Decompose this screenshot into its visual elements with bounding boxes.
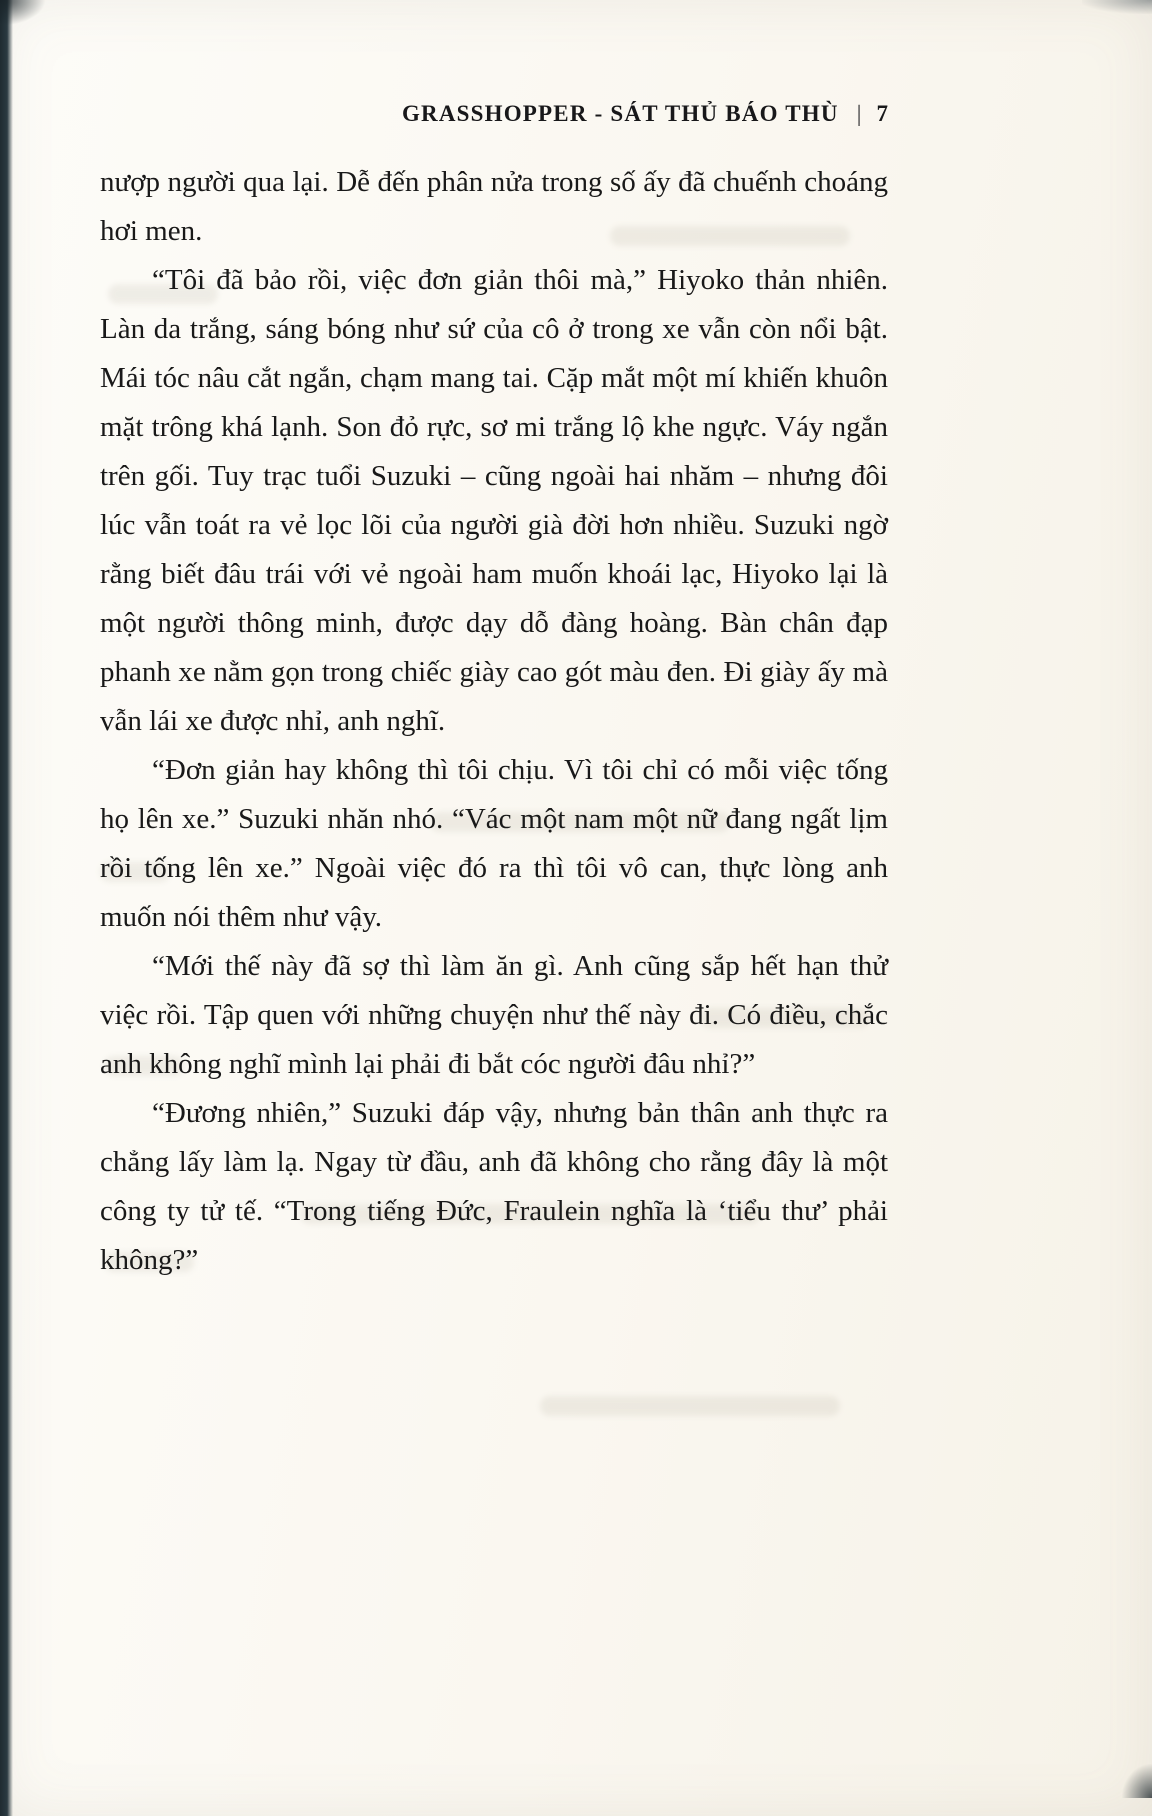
scan-corner-top-right bbox=[1082, 0, 1152, 14]
header-separator: | bbox=[856, 101, 863, 126]
paragraph: “Mới thế này đã sợ thì làm ăn gì. Anh cũng sắp hết hạn thử việc rồi. Tập quen với những chuyện như thế này đi. Có điều, chắc anh không nghĩ mình lại phải đi bắt cóc người đâu nhỉ?” bbox=[100, 950, 888, 1080]
page-header bbox=[100, 101, 888, 127]
scan-corner-top-left bbox=[0, 0, 46, 26]
scan-corner-bottom-right bbox=[1122, 1764, 1152, 1798]
page-number: 7 bbox=[876, 101, 888, 126]
bleed-through-mark bbox=[540, 1396, 840, 1416]
scan-edge-left bbox=[0, 0, 13, 1816]
paragraph: “Tôi đã bảo rồi, việc đơn giản thôi mà,” Hiyoko thản nhiên. Làn da trắng, sáng bóng như sứ của cô ở trong xe vẫn còn nổi bật. Mái tóc nâu cắt ngắn, chạm mang tai. Cặp mắt một mí khiến khuôn mặt trông khá lạnh. Son đỏ rực, sơ mi trắng lộ khe ngực. Váy ngắn trên gối. Tuy trạc tuổi Suzuki – cũng ngoài hai nhăm – nhưng đôi lúc vẫn toát ra vẻ lọc lõi của người già đời hơn nhiều. Suzuki ngờ rằng biết đâu trái với vẻ ngoài ham muốn khoái lạc, Hiyoko lại là một người thông minh, được dạy dỗ đàng hoàng. Bàn chân đạp phanh xe nằm gọn trong chiếc giày cao gót màu đen. Đi giày ấy mà vẫn lái xe được nhỉ, anh nghĩ. bbox=[100, 264, 888, 737]
paragraph: “Đơn giản hay không thì tôi chịu. Vì tôi chỉ có mỗi việc tống họ lên xe.” Suzuki nhăn nhó. “Vác một nam một nữ đang ngất lịm rồi tống lên xe.” Ngoài việc đó ra thì tôi vô can, thực lòng anh muốn nói thêm như vậy. bbox=[100, 754, 888, 933]
running-title: GRASSHOPPER - SÁT THỦ BÁO THÙ bbox=[401, 101, 839, 126]
page-body bbox=[100, 158, 888, 1285]
paragraph: nượp người qua lại. Dễ đến phân nửa trong số ấy đã chuếnh choáng hơi men. bbox=[100, 166, 888, 247]
paragraph: “Đương nhiên,” Suzuki đáp vậy, nhưng bản thân anh thực ra chẳng lấy làm lạ. Ngay từ đầu, anh đã không cho rằng đây là một công ty tử tế. “Trong tiếng Đức, Fraulein nghĩa là ‘tiểu thư’ phải không?” bbox=[100, 1097, 888, 1276]
